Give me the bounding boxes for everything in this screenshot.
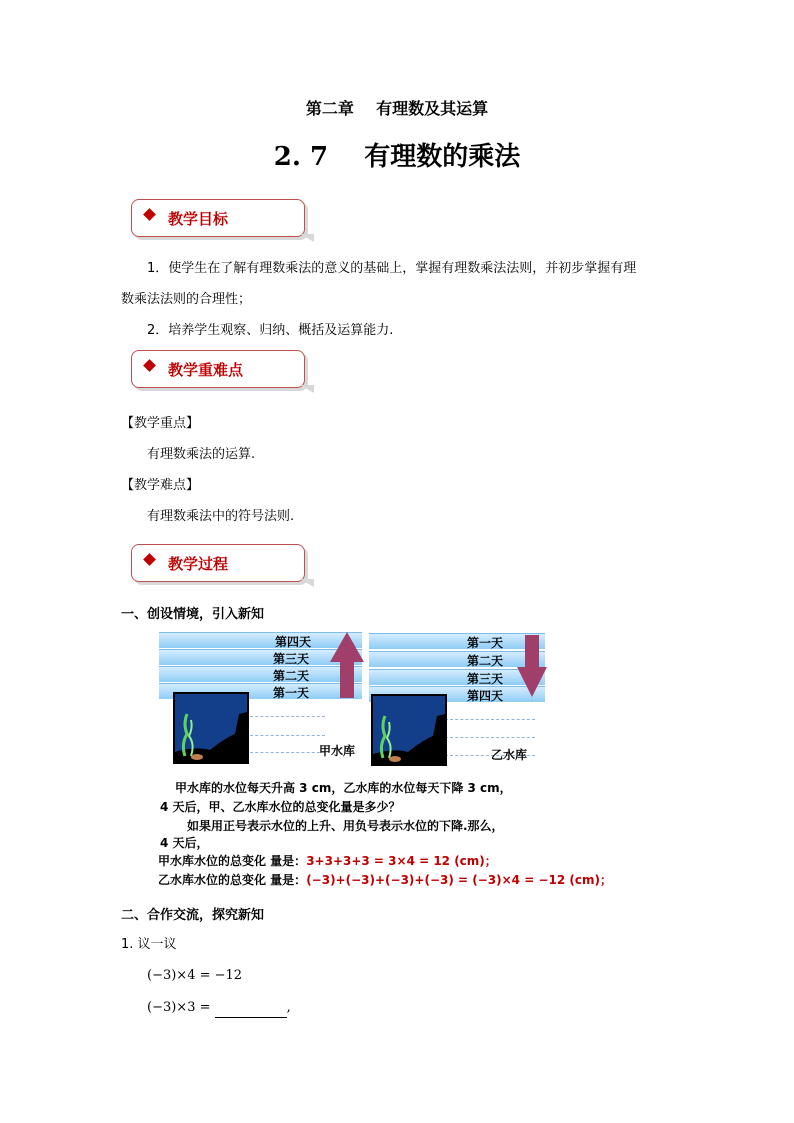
- day-label: 第二天: [467, 654, 504, 668]
- yi-total-change: [158, 872, 612, 889]
- section-header-process: [131, 544, 305, 582]
- section-title-goals: 教学目标: [168, 210, 229, 228]
- focus-text: 有理数乘法的运算.: [147, 447, 256, 462]
- difficulty-text: 有理数乘法中的符号法则.: [147, 509, 295, 524]
- shadow-tail: [300, 385, 314, 393]
- answer-blank[interactable]: [215, 1004, 287, 1018]
- day-label: 第三天: [273, 652, 310, 666]
- diamond-bullet-icon: [143, 359, 156, 372]
- section-title-process: 教学过程: [168, 555, 229, 573]
- section-header-goals: [131, 199, 305, 237]
- tank-icon: [371, 694, 447, 766]
- section-title-key: 教学重难点: [168, 361, 244, 379]
- reservoir-jia-label: 甲水库: [319, 744, 356, 758]
- day-label: 第三天: [467, 672, 504, 686]
- diamond-bullet-icon: [143, 553, 156, 566]
- goal-item-2: 2．培养学生观察、归纳、概括及运算能力.: [147, 323, 394, 338]
- jia-total-change: [158, 853, 497, 870]
- story-line-3: 如果用正号表示水位的上升、用负号表示水位的下降.那么，: [187, 819, 504, 833]
- day-label: 第四天: [275, 635, 312, 649]
- dashed-line: [245, 716, 325, 717]
- day-label: 第一天: [273, 686, 310, 700]
- part-1-heading: 一、创设情境，引入新知: [121, 607, 265, 622]
- equation-1: (−3)×4 = −12: [147, 968, 243, 983]
- story-line-2: 4 天后，甲、乙水库水位的总变化量是多少？: [160, 800, 401, 814]
- seaweed-icon: [175, 694, 247, 762]
- dashed-line: [445, 737, 535, 738]
- equation-2: [147, 998, 291, 1018]
- reservoir-yi-label: 乙水库: [491, 748, 528, 762]
- day-label: 第一天: [467, 636, 504, 650]
- focus-label: 【教学重点】: [121, 416, 200, 431]
- tank-icon: [173, 692, 249, 764]
- day-label: 第二天: [273, 669, 310, 683]
- story-line-1: 甲水库的水位每天升高 3 cm，乙水库的水位每天下降 3 cm，: [175, 781, 512, 795]
- dashed-line: [445, 719, 535, 720]
- part-2-heading: 二、合作交流，探究新知: [121, 908, 265, 923]
- seaweed-icon: [373, 696, 445, 764]
- difficulty-label: 【教学难点】: [121, 478, 200, 493]
- story-line-4: 4 天后，: [160, 836, 209, 850]
- goal-item-1-line-2: 数乘法法则的合理性；: [121, 292, 252, 307]
- equation-2-prefix: (−3)×3 =: [147, 1000, 215, 1015]
- jia-calculation: 3+3+3+3 = 3×4 = 12 (cm)；: [306, 854, 497, 868]
- chapter-title: 第二章 有理数及其运算: [305, 99, 489, 118]
- day-label: 第四天: [467, 689, 504, 703]
- reservoir-yi-illustration: [369, 633, 545, 767]
- shadow-tail: [300, 579, 314, 587]
- goal-item-1-line-1: 1．使学生在了解有理数乘法的意义的基础上，掌握有理数乘法法则，并初步掌握有理: [147, 261, 637, 276]
- jia-label: 甲水库水位的总变化 量是：: [158, 854, 307, 868]
- shadow-tail: [300, 234, 314, 242]
- arrow-down-icon: [517, 635, 547, 697]
- equation-2-suffix: ,: [286, 1000, 291, 1015]
- arrow-up-icon: [330, 632, 364, 698]
- diamond-bullet-icon: [143, 208, 156, 221]
- yi-label: 乙水库水位的总变化 量是：: [158, 873, 307, 887]
- reservoir-jia-illustration: [159, 630, 362, 765]
- yi-calculation: (−3)+(−3)+(−3)+(−3) = (−3)×4 = −12 (cm)；: [306, 873, 612, 887]
- dashed-line: [245, 752, 325, 753]
- dashed-line: [245, 735, 325, 736]
- section-header-key: [131, 350, 305, 388]
- lesson-title: 2. 7 有理数的乘法: [273, 142, 521, 172]
- discuss-heading: 1. 议一议: [121, 937, 177, 952]
